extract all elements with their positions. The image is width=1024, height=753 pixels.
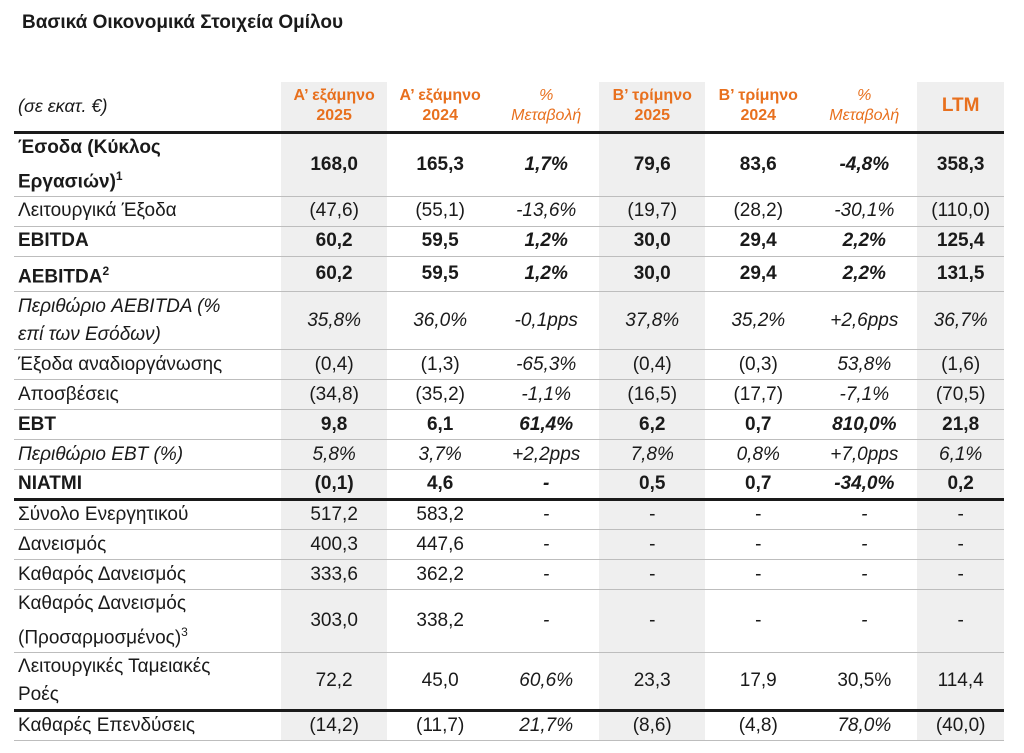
table-cell: -65,3% bbox=[493, 350, 599, 380]
table-cell: 29,4 bbox=[705, 256, 811, 291]
table-cell: -30,1% bbox=[811, 196, 917, 226]
row-label: AEBITDA$^2$ bbox=[14, 256, 281, 291]
table-row bbox=[14, 380, 1004, 410]
table-cell: - bbox=[705, 590, 811, 653]
table-cell: (35,2) bbox=[387, 380, 493, 410]
table-cell: - bbox=[493, 560, 599, 590]
row-label: Καθαρός Δανεισμός bbox=[14, 560, 281, 590]
row-label: Καθαρές Επενδύσεις bbox=[14, 711, 281, 741]
table-cell: (47,6) bbox=[281, 196, 387, 226]
table-cell: 0,7 bbox=[705, 410, 811, 440]
table-cell: 59,5 bbox=[387, 226, 493, 256]
table-cell: 37,8% bbox=[599, 292, 705, 350]
table-cell: 2,2% bbox=[811, 226, 917, 256]
table-cell: - bbox=[811, 500, 917, 530]
row-label: Περιθώριο AEBITDA (% επί των Εσόδων) bbox=[14, 292, 281, 350]
row-label: Έξοδα αναδιοργάνωσης bbox=[14, 350, 281, 380]
table-cell: (19,7) bbox=[599, 196, 705, 226]
table-cell: - bbox=[917, 590, 1004, 653]
table-cell: 29,4 bbox=[705, 226, 811, 256]
row-label: EBT bbox=[14, 410, 281, 440]
table-cell: (55,1) bbox=[387, 196, 493, 226]
footnote-marker: 3 bbox=[181, 625, 188, 640]
table-cell: 447,6 bbox=[387, 530, 493, 560]
table-row bbox=[14, 292, 1004, 350]
table-cell: 0,5 bbox=[599, 470, 705, 500]
row-label: Καθαρός Δανεισμός $(\Pi\rho o\sigma\alpha\rho\mu o\sigma\mu έ\nu o\varsigma)^3$ bbox=[14, 590, 281, 653]
table-cell: 21,7% bbox=[493, 711, 599, 741]
table-row bbox=[14, 500, 1004, 530]
table-cell: 83,6 bbox=[705, 132, 811, 196]
table-cell: 131,5 bbox=[917, 256, 1004, 291]
table-cell: - bbox=[705, 560, 811, 590]
table-cell: - bbox=[917, 530, 1004, 560]
table-cell: 21,8 bbox=[917, 410, 1004, 440]
table-cell: 79,6 bbox=[599, 132, 705, 196]
table-cell: (34,8) bbox=[281, 380, 387, 410]
unit-label: (σε εκατ. €) bbox=[14, 82, 281, 132]
footnote-marker: 1 bbox=[115, 168, 123, 183]
table-cell: - bbox=[811, 560, 917, 590]
header-row bbox=[14, 82, 1004, 132]
table-cell: 3,7% bbox=[387, 440, 493, 470]
table-cell: (0,3) bbox=[705, 350, 811, 380]
table-cell: 0,7 bbox=[705, 470, 811, 500]
table-cell: 6,1% bbox=[917, 440, 1004, 470]
table-cell: - bbox=[599, 530, 705, 560]
table-cell: - bbox=[599, 560, 705, 590]
row-label: EBITDA bbox=[14, 226, 281, 256]
table-cell: +2,6pps bbox=[811, 292, 917, 350]
table-cell: (1,3) bbox=[387, 350, 493, 380]
table-cell: (0,1) bbox=[281, 470, 387, 500]
table-cell: -13,6% bbox=[493, 196, 599, 226]
table-cell: (16,5) bbox=[599, 380, 705, 410]
table-row bbox=[14, 256, 1004, 291]
table-cell: 362,2 bbox=[387, 560, 493, 590]
table-cell: 0,8% bbox=[705, 440, 811, 470]
table-cell: 78,0% bbox=[811, 711, 917, 741]
table-cell: 53,8% bbox=[811, 350, 917, 380]
table-cell: 338,2 bbox=[387, 590, 493, 653]
table-cell: - bbox=[811, 530, 917, 560]
row-label: Περιθώριο EBT (%) bbox=[14, 440, 281, 470]
table-cell: 60,2 bbox=[281, 256, 387, 291]
table-cell: 30,0 bbox=[599, 226, 705, 256]
table-row bbox=[14, 196, 1004, 226]
col-q2-2024: Β’ τρίμηνο 2024 bbox=[705, 82, 811, 132]
table-cell: (40,0) bbox=[917, 711, 1004, 741]
table-cell: +2,2pps bbox=[493, 440, 599, 470]
page-title: Βασικά Οικονομικά Στοιχεία Ομίλου bbox=[22, 12, 344, 33]
table-cell: 125,4 bbox=[917, 226, 1004, 256]
table-cell: (0,4) bbox=[281, 350, 387, 380]
table-cell: (4,8) bbox=[705, 711, 811, 741]
table-cell: (110,0) bbox=[917, 196, 1004, 226]
table-cell: 6,2 bbox=[599, 410, 705, 440]
row-label: Σύνολο Ενεργητικού bbox=[14, 500, 281, 530]
table-cell: 517,2 bbox=[281, 500, 387, 530]
table-cell: 165,3 bbox=[387, 132, 493, 196]
table-cell: 114,4 bbox=[917, 653, 1004, 711]
table-row bbox=[14, 440, 1004, 470]
col-h1-2024: Α’ εξάμηνο 2024 bbox=[387, 82, 493, 132]
table-cell: +7,0pps bbox=[811, 440, 917, 470]
table-cell: 2,2% bbox=[811, 256, 917, 291]
table-cell: 30,0 bbox=[599, 256, 705, 291]
table-cell: 35,8% bbox=[281, 292, 387, 350]
col-h1-change: % Μεταβολή bbox=[493, 82, 599, 132]
table-row bbox=[14, 132, 1004, 196]
table-cell: (17,7) bbox=[705, 380, 811, 410]
row-label: Λειτουργικά Έξοδα bbox=[14, 196, 281, 226]
table-cell: 400,3 bbox=[281, 530, 387, 560]
table-cell: - bbox=[599, 500, 705, 530]
table-row bbox=[14, 560, 1004, 590]
row-label: Έσοδα (Κύκλος Εργασιών)$^1$ bbox=[14, 132, 281, 196]
table-cell: 36,7% bbox=[917, 292, 1004, 350]
table-cell: -1,1% bbox=[493, 380, 599, 410]
col-h1-2025: Α’ εξάμηνο 2025 bbox=[281, 82, 387, 132]
col-q2-2025: Β’ τρίμηνο 2025 bbox=[599, 82, 705, 132]
table-row bbox=[14, 530, 1004, 560]
table-cell: (28,2) bbox=[705, 196, 811, 226]
col-q2-change: % Μεταβολή bbox=[811, 82, 917, 132]
table-cell: - bbox=[705, 500, 811, 530]
table-cell: 168,0 bbox=[281, 132, 387, 196]
table-cell: (0,4) bbox=[599, 350, 705, 380]
table-cell: - bbox=[493, 500, 599, 530]
table-cell: - bbox=[493, 590, 599, 653]
table-cell: (14,2) bbox=[281, 711, 387, 741]
table-cell: 810,0% bbox=[811, 410, 917, 440]
table-cell: 59,5 bbox=[387, 256, 493, 291]
table-row bbox=[14, 590, 1004, 653]
table-cell: 1,2% bbox=[493, 226, 599, 256]
table-cell: -0,1pps bbox=[493, 292, 599, 350]
table-cell: - bbox=[917, 560, 1004, 590]
table-cell: 35,2% bbox=[705, 292, 811, 350]
table-cell: 9,8 bbox=[281, 410, 387, 440]
table-cell: 30,5% bbox=[811, 653, 917, 711]
table-cell: 4,6 bbox=[387, 470, 493, 500]
table-cell: (70,5) bbox=[917, 380, 1004, 410]
table-row bbox=[14, 711, 1004, 741]
table-cell: -34,0% bbox=[811, 470, 917, 500]
table-cell: 72,2 bbox=[281, 653, 387, 711]
table-cell: - bbox=[705, 530, 811, 560]
table-row bbox=[14, 470, 1004, 500]
row-label: Λειτουργικές Ταμειακές Ροές bbox=[14, 653, 281, 711]
table-cell: - bbox=[599, 590, 705, 653]
table-cell: (8,6) bbox=[599, 711, 705, 741]
table-cell: 1,7% bbox=[493, 132, 599, 196]
table-cell: -7,1% bbox=[811, 380, 917, 410]
table-cell: 7,8% bbox=[599, 440, 705, 470]
table-cell: 61,4% bbox=[493, 410, 599, 440]
table-row bbox=[14, 653, 1004, 711]
table-cell: 23,3 bbox=[599, 653, 705, 711]
table-cell: 303,0 bbox=[281, 590, 387, 653]
table-cell: 17,9 bbox=[705, 653, 811, 711]
table-cell: - bbox=[493, 470, 599, 500]
table-row bbox=[14, 226, 1004, 256]
row-label: Δανεισμός bbox=[14, 530, 281, 560]
footnote-marker: 2 bbox=[102, 263, 110, 278]
table-row bbox=[14, 410, 1004, 440]
table-cell: 583,2 bbox=[387, 500, 493, 530]
table-cell: (11,7) bbox=[387, 711, 493, 741]
table-cell: 333,6 bbox=[281, 560, 387, 590]
table-cell: 358,3 bbox=[917, 132, 1004, 196]
table-cell: 6,1 bbox=[387, 410, 493, 440]
row-label: Αποσβέσεις bbox=[14, 380, 281, 410]
table-cell: 0,2 bbox=[917, 470, 1004, 500]
table-cell: 60,2 bbox=[281, 226, 387, 256]
table-cell: 60,6% bbox=[493, 653, 599, 711]
financials-table bbox=[14, 82, 1004, 741]
table-cell: - bbox=[917, 500, 1004, 530]
table-cell: (1,6) bbox=[917, 350, 1004, 380]
table-cell: 1,2% bbox=[493, 256, 599, 291]
table-row bbox=[14, 350, 1004, 380]
col-ltm: LTM bbox=[917, 82, 1004, 132]
table-cell: 45,0 bbox=[387, 653, 493, 711]
table-cell: - bbox=[493, 530, 599, 560]
table-cell: 5,8% bbox=[281, 440, 387, 470]
table-cell: -4,8% bbox=[811, 132, 917, 196]
table-cell: 36,0% bbox=[387, 292, 493, 350]
row-label: NIATMI bbox=[14, 470, 281, 500]
table-cell: - bbox=[811, 590, 917, 653]
